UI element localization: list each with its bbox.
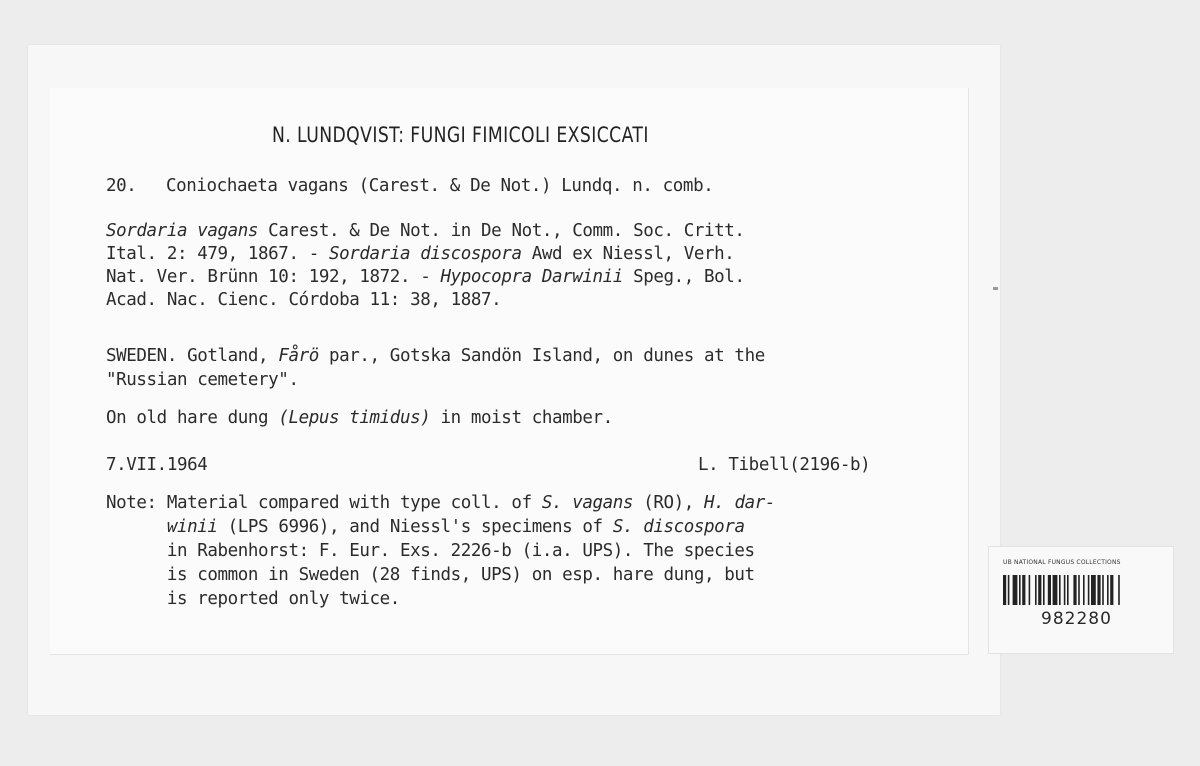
barcode-bar (1053, 575, 1058, 605)
barcode-bar (1043, 575, 1045, 605)
note-text: is common in Sweden (28 finds, UPS) on esp. hare dung, but (106, 565, 755, 585)
note-text (106, 517, 167, 537)
note-line (106, 516, 745, 538)
barcode-bar (1048, 575, 1051, 605)
barcode-bar (1035, 575, 1037, 605)
barcode-header: UB NATIONAL FUNGUS COLLECTIONS (1003, 559, 1121, 566)
barcode-bar (1019, 575, 1021, 605)
barcode-bar (1029, 575, 1031, 605)
barcode-label (988, 546, 1174, 654)
substrate-text: On old hare dung (106, 408, 279, 428)
species-name: Coniochaeta vagans (Carest. & De Not.) Lundq. n. comb. (166, 176, 714, 196)
barcode-bar (1022, 575, 1025, 605)
barcode-number: 982280 (1041, 609, 1112, 629)
note-text: winii (166, 517, 218, 537)
barcode-bar (1059, 575, 1061, 605)
note-line (106, 564, 755, 586)
barcode-bar (1102, 575, 1104, 605)
note-text: in Rabenhorst: F. Eur. Exs. 2226-b (i.a. UPS). The species (106, 541, 755, 561)
barcode-bar (1073, 575, 1076, 605)
note-text: is reported only twice. (106, 589, 400, 609)
barcode-bar (1067, 575, 1069, 605)
synonymy-line (106, 243, 734, 265)
collector: L. Tibell(2196-b) (698, 455, 871, 475)
note-text: Note: Material compared with type coll. of (106, 493, 542, 513)
synonymy-text: Nat. Ver. Brünn 10: 192, 1872. - (106, 267, 441, 287)
synonymy-text: Hypocopra Darwinii (440, 267, 623, 287)
synonymy-text: Carest. & De Not. in De Not., Comm. Soc. Critt. (258, 221, 745, 241)
note-text: (RO), (633, 493, 705, 513)
barcode-bar (1091, 575, 1096, 605)
substrate-line (106, 407, 613, 429)
synonymy-text: Ital. 2: 479, 1867. - (106, 244, 329, 264)
barcode-bar (1008, 575, 1010, 605)
note-text: (LPS 6996), and Niessl's specimens of (217, 517, 613, 537)
synonymy-line (106, 289, 501, 311)
synonymy-text: Sordaria discospora (329, 244, 522, 264)
sheet-edge-mark (993, 287, 998, 290)
locality-text: "Russian cemetery". (106, 370, 299, 390)
substrate-text: in moist chamber. (430, 408, 613, 428)
barcode-bar (1064, 575, 1066, 605)
locality-text: SWEDEN. Gotland, (106, 346, 279, 366)
label-title: N. LUNDQVIST: FUNGI FIMICOLI EXSICCATI (272, 123, 649, 147)
synonymy-line (106, 266, 745, 288)
barcode-bar (1110, 575, 1113, 605)
barcode-bar (1088, 575, 1090, 605)
barcode-bar (1038, 575, 1041, 605)
barcode-bar (1118, 575, 1120, 605)
locality-text: par., Gotska Sandön Island, on dunes at the (318, 346, 765, 366)
note-text: S. vagans (541, 493, 634, 513)
barcode-bar (1013, 575, 1018, 605)
synonymy-text: Awd ex Niessl, Verh. (521, 244, 735, 264)
synonymy-line (106, 220, 745, 242)
synonymy-text: Speg., Bol. (622, 267, 745, 287)
synonymy-text: Sordaria vagans (106, 221, 259, 241)
entry-number: 20. (106, 176, 137, 196)
locality-text: Fårö (278, 346, 319, 366)
note-line (106, 540, 755, 562)
barcode-bar (1003, 575, 1006, 605)
note-text: S. discospora (612, 517, 745, 537)
locality-line (106, 345, 765, 367)
substrate-text: (Lepus timidus) (278, 408, 431, 428)
barcode-icon (1003, 575, 1149, 605)
note-line (106, 588, 400, 610)
collection-date: 7.VII.1964 (106, 455, 208, 475)
note-text: H. dar- (704, 493, 775, 513)
note-line (106, 492, 775, 514)
barcode-bar (1097, 575, 1100, 605)
synonymy-text: Acad. Nac. Cienc. Córdoba 11: 38, 1887. (106, 290, 502, 310)
locality-line (106, 369, 299, 391)
barcode-bar (1107, 575, 1109, 605)
barcode-bar (1078, 575, 1080, 605)
barcode-bar (1083, 575, 1085, 605)
